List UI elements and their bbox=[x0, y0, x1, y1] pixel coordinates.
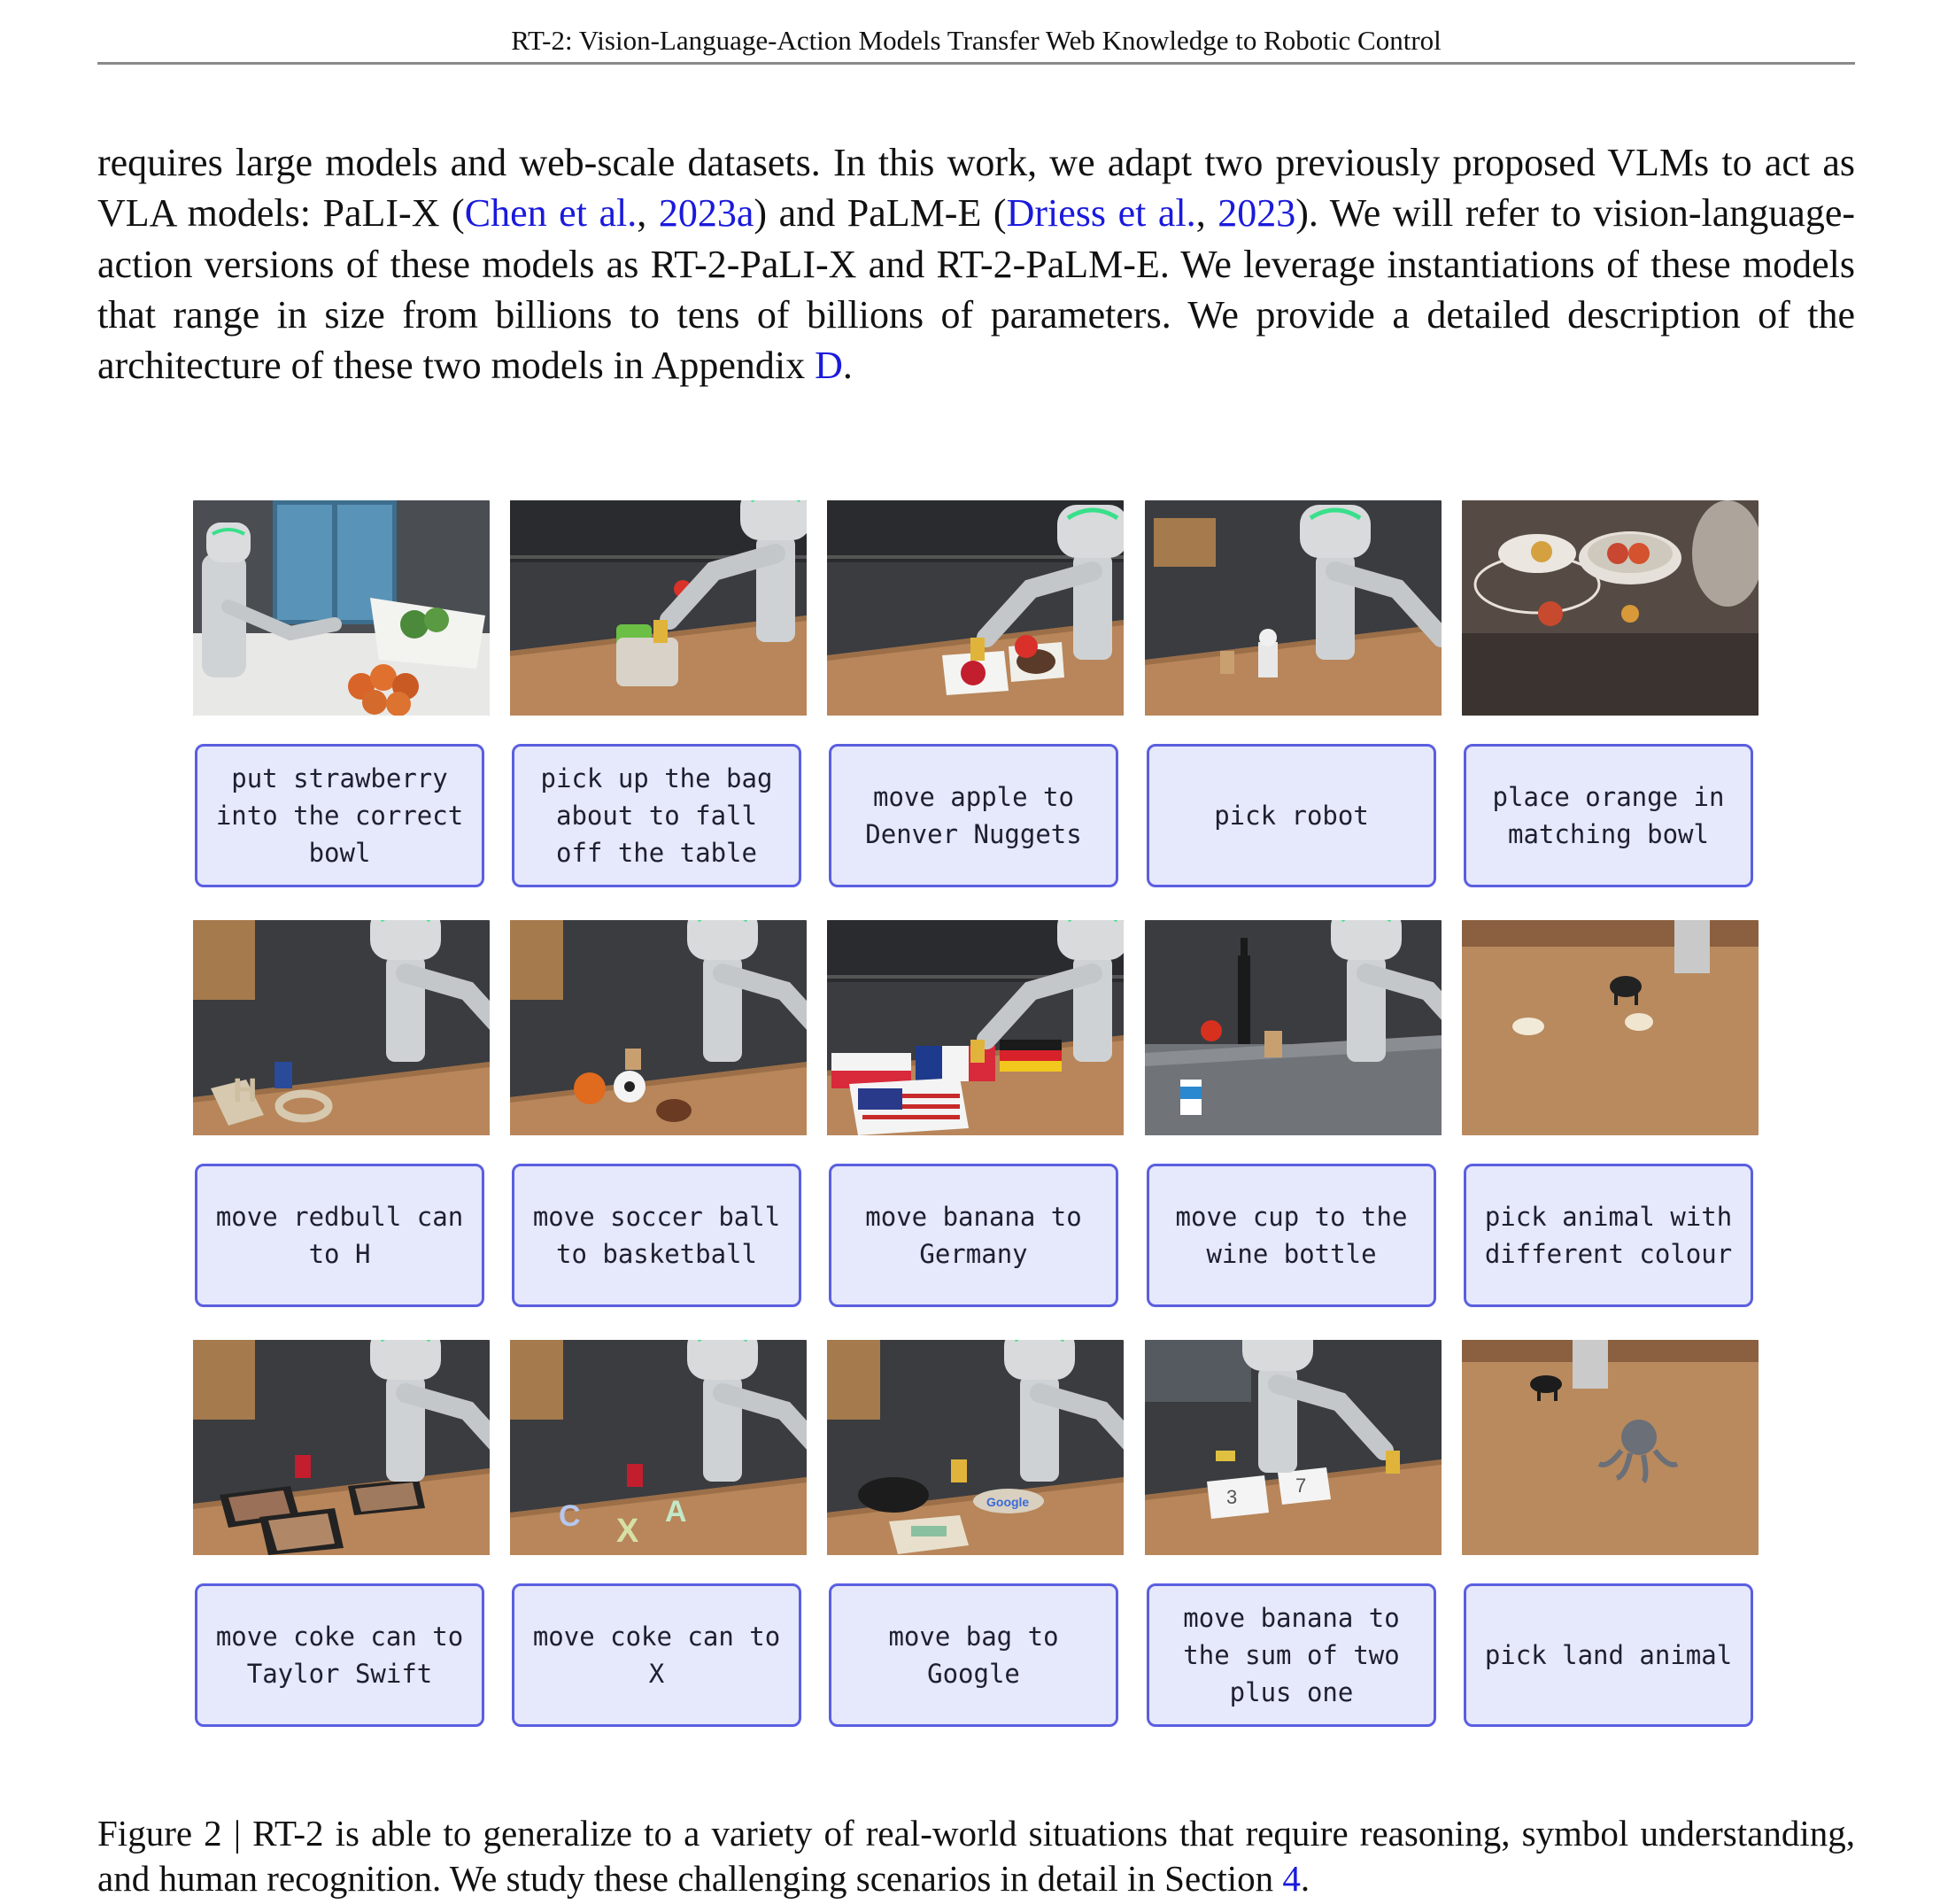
scene-photo-frames bbox=[193, 1340, 490, 1555]
command-box bbox=[829, 1164, 1118, 1307]
command-text: move apple to Denver Nuggets bbox=[865, 782, 1082, 849]
scene-photo-math-paper bbox=[1145, 1340, 1442, 1555]
command-text: pick animal with different colour bbox=[1484, 1202, 1733, 1269]
svg-text:Google: Google bbox=[986, 1495, 1030, 1509]
command-box bbox=[1464, 1583, 1753, 1727]
para-text-4: . bbox=[842, 344, 853, 388]
para-text-3: ). We will refer to vision-language-action versions of these models as RT-2-PaLI-X and RT-2-PaLM-E. We leverage instantiations of these models that range in size from billions to tens of billions of parameters. We provide a detailed description of the architecture of these two models in Appendix bbox=[97, 191, 1856, 388]
command-text: pick up the bag about to fall off the table bbox=[540, 763, 773, 868]
command-box bbox=[829, 744, 1118, 887]
command-text: move cup to the wine bottle bbox=[1175, 1202, 1408, 1269]
command-text: move banana to the sum of two plus one bbox=[1183, 1603, 1400, 1707]
scene-photo-table-robot-toy bbox=[1145, 500, 1442, 716]
scene-photo-table-bag bbox=[510, 500, 807, 716]
caption-text: Figure 2 | RT-2 is able to generalize to a variety of real-world situations that require reasoning, symbol understanding, and human recognition. We study these challenging scenarios in detail in Section bbox=[97, 1813, 1855, 1899]
para-text-2: ) and PaLM-E ( bbox=[754, 191, 1007, 236]
command-box bbox=[195, 1583, 484, 1727]
svg-text:H: H bbox=[233, 1072, 258, 1110]
command-box bbox=[829, 1583, 1118, 1727]
command-box bbox=[195, 1164, 484, 1307]
command-text: pick robot bbox=[1214, 801, 1369, 831]
command-text: move coke can to Taylor Swift bbox=[215, 1621, 464, 1689]
citation-driess-year[interactable]: 2023 bbox=[1218, 191, 1296, 236]
scene-photo-letters-shiny bbox=[510, 1340, 807, 1555]
command-text: move coke can to X bbox=[532, 1621, 781, 1689]
command-box bbox=[512, 1164, 801, 1307]
command-text: move bag to Google bbox=[888, 1621, 1059, 1689]
scene-photo-wine bbox=[1145, 920, 1442, 1135]
caption-end: . bbox=[1300, 1858, 1310, 1899]
scene-photo-letters bbox=[193, 920, 490, 1135]
svg-text:C: C bbox=[559, 1499, 581, 1533]
scene-photo-bag-google bbox=[827, 1340, 1124, 1555]
command-box bbox=[1147, 1583, 1436, 1727]
command-box bbox=[1464, 1164, 1753, 1307]
scene-photo-fridge-kitchen bbox=[193, 500, 490, 716]
svg-text:A: A bbox=[665, 1495, 687, 1529]
scene-photo-flags bbox=[827, 920, 1124, 1135]
command-text: move banana to Germany bbox=[865, 1202, 1082, 1269]
figure-grid bbox=[193, 500, 1762, 1740]
svg-text:7: 7 bbox=[1295, 1474, 1307, 1497]
command-box bbox=[1147, 1164, 1436, 1307]
scene-photo-animals-2 bbox=[1462, 1340, 1759, 1555]
scene-photo-balls bbox=[510, 920, 807, 1135]
para-sep-1: , bbox=[637, 191, 659, 236]
citation-chen-authors[interactable]: Chen et al. bbox=[464, 191, 638, 236]
citation-driess-authors[interactable]: Driess et al. bbox=[1006, 191, 1196, 236]
figure-caption bbox=[97, 1811, 1855, 1901]
command-box bbox=[195, 744, 484, 887]
citation-chen-year[interactable]: 2023a bbox=[658, 191, 754, 236]
command-text: move soccer ball to basketball bbox=[532, 1202, 781, 1269]
running-header: RT-2: Vision-Language-Action Models Transfer Web Knowledge to Robotic Control bbox=[511, 25, 1442, 56]
body-paragraph bbox=[97, 137, 1855, 391]
section-4-link[interactable]: 4 bbox=[1282, 1858, 1301, 1899]
command-text: put strawberry into the correct bowl bbox=[215, 763, 464, 868]
scene-photo-table-logos bbox=[827, 500, 1124, 716]
command-box bbox=[1147, 744, 1436, 887]
para-sep-2: , bbox=[1195, 191, 1218, 236]
command-box bbox=[1464, 744, 1753, 887]
scene-photo-bowls bbox=[1462, 500, 1759, 716]
scene-photo-animals-1 bbox=[1462, 920, 1759, 1135]
command-text: pick land animal bbox=[1484, 1640, 1733, 1670]
appendix-d-link[interactable]: D bbox=[815, 344, 843, 388]
command-text: move redbull can to H bbox=[215, 1202, 464, 1269]
command-text: place orange in matching bowl bbox=[1492, 782, 1725, 849]
svg-text:X: X bbox=[616, 1513, 639, 1550]
command-box bbox=[512, 1583, 801, 1727]
command-box bbox=[512, 744, 801, 887]
para-text-1: requires large models and web-scale datasets. In this work, we adapt two previously proposed VLMs to act as VLA models: PaLI-X ( bbox=[97, 141, 1855, 236]
svg-text:3: 3 bbox=[1226, 1486, 1238, 1508]
header-rule bbox=[97, 62, 1855, 65]
